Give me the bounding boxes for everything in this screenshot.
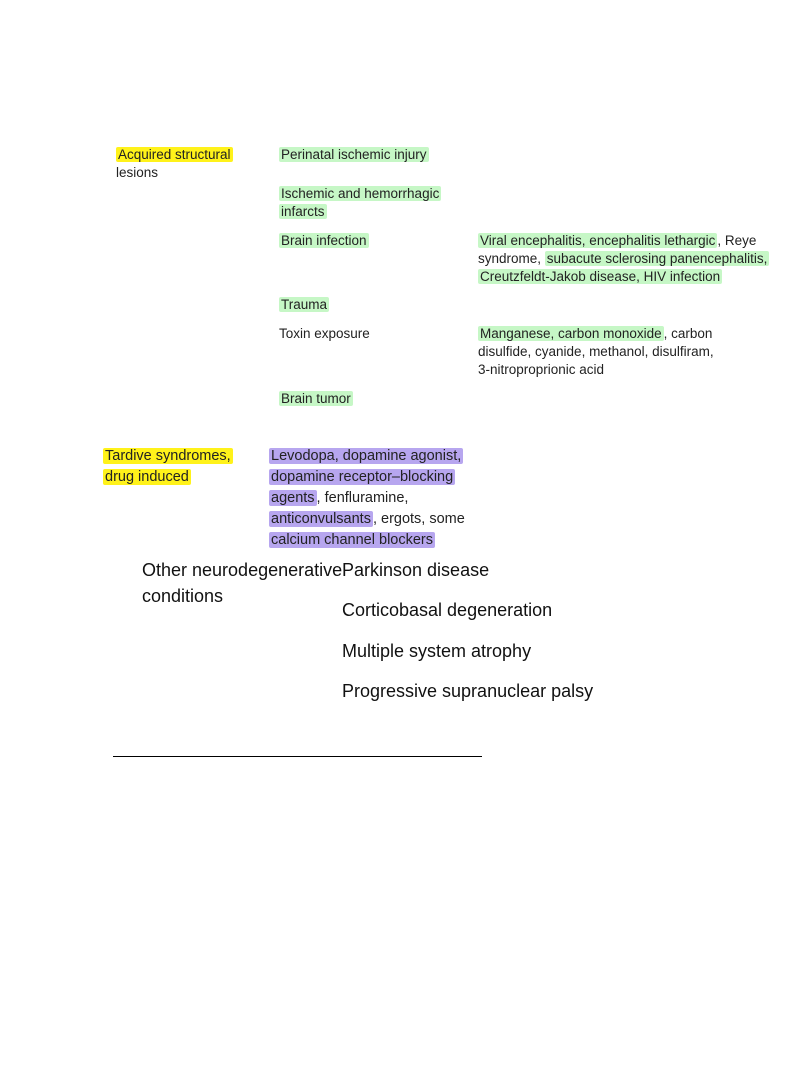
cause-label: Perinatal ischemic injury (281, 147, 427, 162)
category-label-line2: drug induced (105, 469, 189, 485)
category-other-neurodegenerative (142, 557, 342, 609)
category-label-line1: Acquired structural (118, 147, 231, 162)
detail-text: Creutzfeldt-Jakob disease, HIV infection (480, 269, 721, 284)
category-label-line2: conditions (142, 586, 224, 606)
cause-label-line1: Ischemic and hemorrhagic (281, 186, 440, 201)
condition-label: Parkinson disease (342, 560, 490, 580)
cause-brain-tumor (279, 390, 353, 408)
footnote-divider (113, 756, 482, 757)
category-label-line2: lesions (116, 165, 159, 180)
cause-toxin-exposure (279, 325, 370, 343)
drug-text: , fenfluramine, (316, 490, 409, 506)
drug-text: anticonvulsants (271, 511, 371, 527)
category-acquired-structural-lesions (116, 146, 233, 182)
cause-label: Trauma (281, 297, 328, 312)
toxin-exposure-details (478, 325, 714, 379)
neurodegenerative-item-parkinson (342, 557, 489, 583)
cause-ischemic-hemorrhagic-infarcts (279, 185, 441, 221)
neurodegenerative-item-psp (342, 678, 593, 704)
brain-infection-details (478, 232, 769, 286)
detail-text: , carbon (663, 326, 713, 341)
condition-label: Multiple system atrophy (342, 641, 532, 661)
detail-text: , Reye (717, 233, 757, 248)
neurodegenerative-item-corticobasal (342, 597, 552, 623)
condition-label: Progressive supranuclear palsy (342, 681, 594, 701)
detail-text: disulfide, cyanide, methanol, disulfiram, (478, 344, 714, 359)
category-label-line1: Other neurodegenerative (142, 560, 343, 580)
cause-trauma (279, 296, 329, 314)
neurodegenerative-item-msa (342, 638, 531, 664)
detail-text: syndrome, (478, 251, 545, 266)
detail-text: 3-nitroproprionic acid (478, 362, 605, 377)
cause-label: Brain tumor (281, 391, 351, 406)
drug-text: agents (271, 490, 315, 506)
detail-text: Manganese, carbon monoxide (480, 326, 662, 341)
cause-label-line2: infarcts (281, 204, 325, 219)
category-label-line1: Tardive syndromes, (105, 448, 231, 464)
drug-text: Levodopa, dopamine agonist, (271, 448, 462, 464)
cause-brain-infection (279, 232, 369, 250)
detail-text: subacute sclerosing panencephalitis, (546, 251, 768, 266)
drug-text: , ergots, some (372, 511, 465, 527)
tardive-drug-list (269, 446, 465, 551)
category-tardive-syndromes (103, 446, 233, 488)
detail-text: Viral encephalitis, encephalitis lethargic (480, 233, 716, 248)
cause-perinatal-ischemic-injury (279, 146, 429, 164)
condition-label: Corticobasal degeneration (342, 600, 553, 620)
drug-text: calcium channel blockers (271, 532, 433, 548)
cause-label: Toxin exposure (279, 326, 370, 341)
drug-text: dopamine receptor–blocking (271, 469, 454, 485)
cause-label: Brain infection (281, 233, 367, 248)
